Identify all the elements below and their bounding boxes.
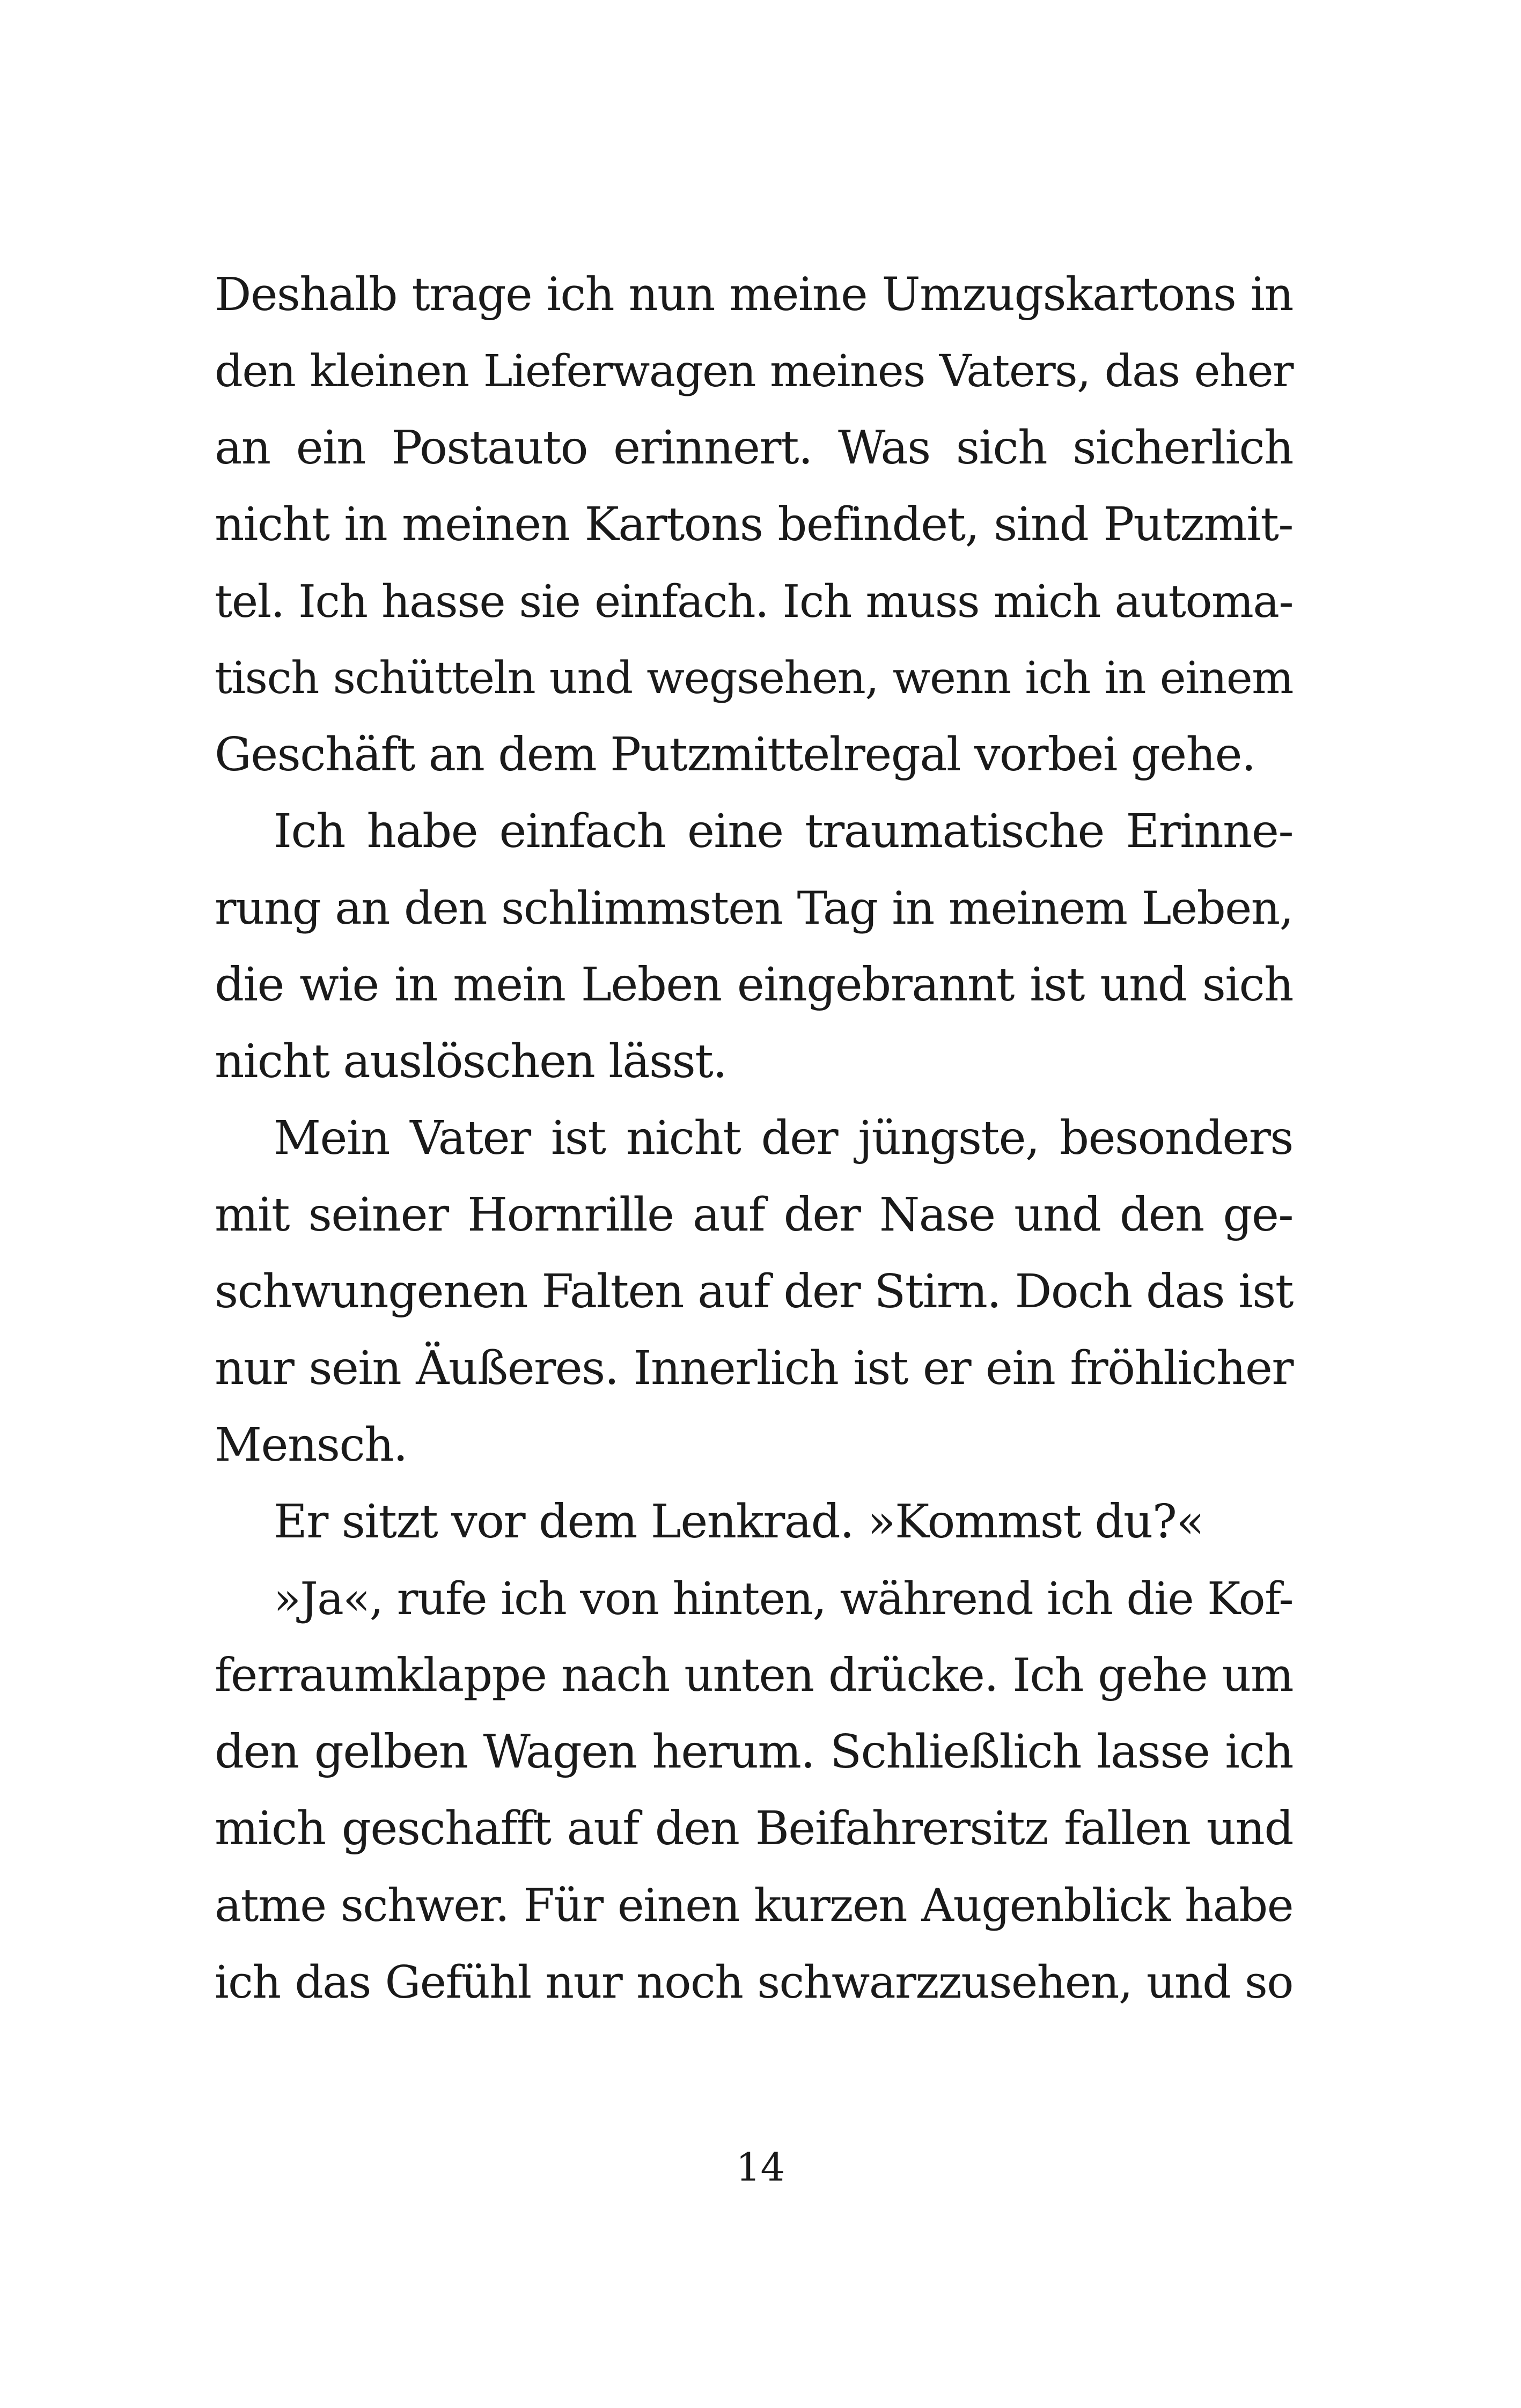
text-line: Er sitzt vor dem Lenkrad. »Kommst du?« bbox=[274, 1495, 1204, 1549]
text-line: »Ja«, rufe ich von hinten, während ich die Kof- bbox=[274, 1573, 1293, 1625]
page-number: 14 bbox=[736, 2145, 785, 2190]
text-line: nur sein Äußeres. Innerlich ist er ein fröhlicher bbox=[215, 1342, 1293, 1395]
text-line: rung an den schlimmsten Tag in meinem Leben, bbox=[215, 882, 1293, 934]
text-line: schwungenen Falten auf der Stirn. Doch das ist bbox=[215, 1265, 1293, 1319]
text-line: den gelben Wagen herum. Schließlich lasse ich bbox=[215, 1725, 1293, 1779]
text-line: Geschäft an dem Putzmittelregal vorbei gehe. bbox=[215, 728, 1255, 782]
text-line: tel. Ich hasse sie einfach. Ich muss mich automa- bbox=[215, 576, 1293, 628]
text-line: atme schwer. Für einen kurzen Augenblick habe bbox=[215, 1879, 1293, 1932]
text-line: Deshalb trage ich nun meine Umzugskartons in bbox=[215, 268, 1293, 321]
text-line: Mein Vater ist nicht der jüngste, besonders bbox=[274, 1111, 1293, 1165]
text-line: Ich habe einfach eine traumatische Erinne- bbox=[274, 805, 1293, 858]
text-line: mit seiner Hornrille auf der Nase und den ge- bbox=[215, 1188, 1293, 1242]
text-line: mich geschafft auf den Beifahrersitz fallen und bbox=[215, 1802, 1293, 1855]
text-line: Mensch. bbox=[215, 1418, 407, 1472]
text-line: den kleinen Lieferwagen meines Vaters, das eher bbox=[215, 345, 1293, 397]
text-line: ferraumklappe nach unten drücke. Ich gehe um bbox=[215, 1649, 1293, 1702]
body-text bbox=[215, 256, 1293, 2021]
text-line: die wie in mein Leben eingebrannt ist und sich bbox=[215, 958, 1293, 1012]
text-line: ich das Gefühl nur noch schwarzzusehen, und so bbox=[215, 1956, 1293, 2008]
text-line: nicht in meinen Kartons befindet, sind Putzmit- bbox=[215, 498, 1293, 551]
text-line: tisch schütteln und wegsehen, wenn ich in einem bbox=[215, 652, 1293, 704]
text-line: an ein Postauto erinnert. Was sich sicherlich bbox=[215, 421, 1293, 475]
text-line: nicht auslöschen lässt. bbox=[215, 1035, 727, 1088]
